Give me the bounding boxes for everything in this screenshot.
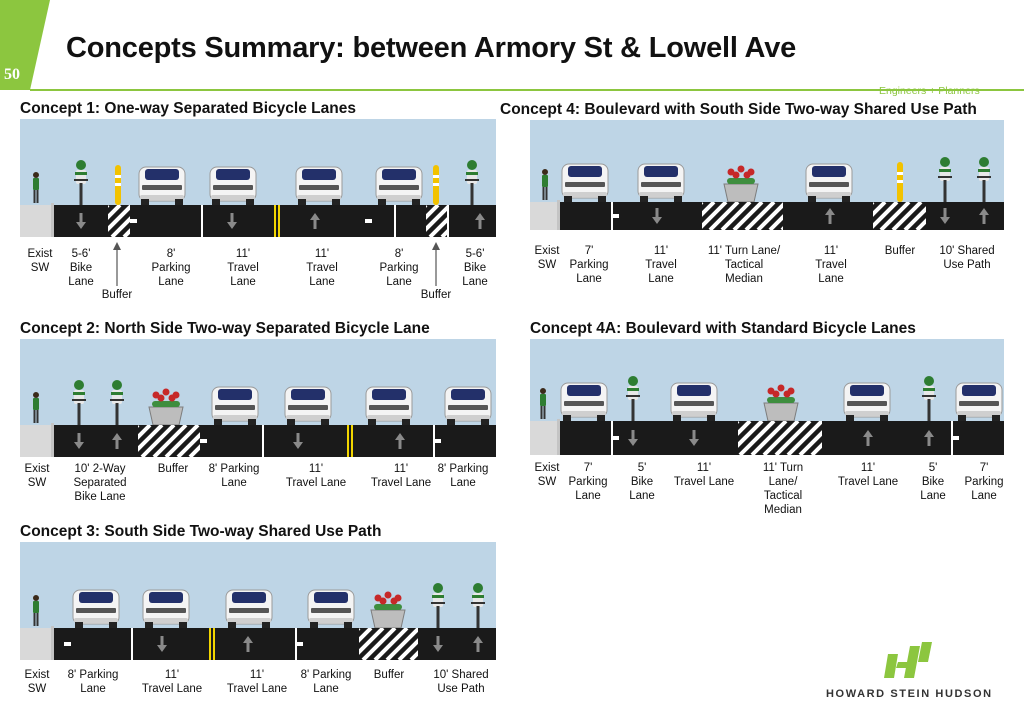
- lane-label: 10' Shared Use Path: [939, 245, 995, 271]
- cross-section-diagram: [20, 339, 496, 457]
- lane-stripe: [434, 439, 441, 443]
- concept-4a-title: Concept 4A: Boulevard with Standard Bicycle Lanes: [530, 320, 916, 337]
- car-icon: [73, 590, 119, 628]
- lane-label: 5' Bike Lane: [629, 462, 655, 502]
- car-icon: [806, 164, 852, 202]
- page-title: Concepts Summary: between Armory St & Lowell Ave: [66, 32, 797, 64]
- firm-tagline: Engineers + Planners: [879, 85, 980, 97]
- concept-1-section: [20, 119, 496, 237]
- car-icon: [143, 590, 189, 628]
- car-icon: [638, 164, 684, 202]
- car-icon: [366, 387, 412, 425]
- curb: [51, 423, 54, 457]
- lane-stripe: [612, 436, 619, 440]
- lane-label: Exist SW: [27, 248, 53, 274]
- lane-divider: [611, 421, 613, 455]
- cyclist-icon: [74, 160, 88, 205]
- lane-label: 11' Travel Lane: [141, 669, 203, 695]
- lane-label: 8' Parking Lane: [437, 463, 489, 489]
- cross-section-diagram: [530, 120, 1004, 230]
- cyclist-icon: [626, 376, 640, 421]
- curb: [557, 419, 560, 455]
- sidewalk: [20, 425, 54, 457]
- lane-label: 11' Travel Lane: [306, 248, 338, 288]
- roadway: [20, 628, 496, 660]
- car-icon: [671, 383, 717, 421]
- lane-label: 5-6' Bike Lane: [462, 248, 488, 288]
- pointer-arrow-icon: [112, 242, 122, 286]
- lane-label: 11' Travel Lane: [226, 669, 288, 695]
- sidewalk: [20, 205, 54, 237]
- lane-label: 11' Travel Lane: [837, 462, 899, 488]
- firm-logo-icon: [884, 640, 932, 680]
- concept-1-title: Concept 1: One-way Separated Bicycle Lanes: [20, 100, 356, 117]
- cyclist-icon: [465, 160, 479, 205]
- lane-label: 10' Shared Use Path: [433, 669, 489, 695]
- curb: [51, 626, 54, 660]
- lane-label: 8' Parking Lane: [208, 463, 260, 489]
- concept-3-section: [20, 542, 496, 660]
- lane-label: Buffer: [101, 289, 133, 301]
- pedestrian-icon: [33, 595, 39, 626]
- lane-stripe: [612, 214, 619, 218]
- lane-label: Buffer: [420, 289, 452, 301]
- car-icon: [308, 590, 354, 628]
- firm-logo-text: HOWARD STEIN HUDSON: [826, 688, 993, 700]
- lane-divider: [394, 205, 396, 237]
- lane-stripe: [365, 219, 372, 223]
- planter-icon: [149, 389, 183, 426]
- car-icon: [956, 383, 1002, 421]
- sidewalk: [530, 202, 560, 230]
- lane-label: 11' Turn Lane/ Tactical Median: [707, 245, 781, 285]
- lane-stripe: [64, 642, 71, 646]
- cyclist-icon: [922, 376, 936, 421]
- curb: [51, 203, 54, 237]
- pedestrian-icon: [540, 388, 546, 419]
- planter-icon: [764, 385, 798, 422]
- lane-label: Buffer: [373, 669, 405, 681]
- cyclist-icon: [977, 157, 991, 202]
- lane-divider: [951, 421, 953, 455]
- cross-section-diagram: [20, 542, 496, 660]
- car-icon: [562, 164, 608, 202]
- pedestrian-icon: [33, 392, 39, 423]
- lane-label: 7' Parking Lane: [569, 245, 609, 285]
- lane-label: 11' Travel Lane: [370, 463, 432, 489]
- concept-4-section: [530, 120, 1004, 230]
- lane-label: 7' Parking Lane: [568, 462, 608, 502]
- lane-divider: [262, 425, 264, 457]
- lane-label: 11' Travel Lane: [227, 248, 259, 288]
- delineator-icon: [115, 165, 121, 205]
- car-icon: [844, 383, 890, 421]
- lane-label: 5-6' Bike Lane: [68, 248, 94, 288]
- lane-label: 8' Parking Lane: [151, 248, 191, 288]
- cross-section-diagram: [530, 339, 1004, 455]
- lane-stripe: [952, 436, 959, 440]
- lane-label: Exist SW: [24, 463, 50, 489]
- delineator-icon: [897, 162, 903, 202]
- car-icon: [139, 167, 185, 205]
- lane-label: 7' Parking Lane: [964, 462, 1004, 502]
- lane-label: 11' Travel Lane: [645, 245, 677, 285]
- lane-label: 8' Parking Lane: [300, 669, 352, 695]
- planter-icon: [724, 166, 758, 203]
- lane-label: 11' Travel Lane: [673, 462, 735, 488]
- page-number: 50: [4, 66, 20, 83]
- car-icon: [296, 167, 342, 205]
- roadway: [20, 425, 496, 457]
- lane-label: 11' Travel Lane: [285, 463, 347, 489]
- lane-stripe: [200, 439, 207, 443]
- concept-3-title: Concept 3: South Side Two-way Shared Use Path: [20, 523, 382, 540]
- delineator-icon: [433, 165, 439, 205]
- concept-4a-section: [530, 339, 1004, 455]
- car-icon: [561, 383, 607, 421]
- pedestrian-icon: [542, 169, 548, 200]
- sidewalk: [530, 421, 560, 455]
- cross-section-diagram: [20, 119, 496, 237]
- cyclist-icon: [471, 583, 485, 628]
- lane-divider: [131, 628, 133, 660]
- lane-label: Buffer: [884, 245, 916, 257]
- lane-stripe: [296, 642, 303, 646]
- pedestrian-icon: [33, 172, 39, 203]
- lane-label: 11' Travel Lane: [815, 245, 847, 285]
- header-rule: [30, 89, 1024, 91]
- car-icon: [212, 387, 258, 425]
- concept-4-title: Concept 4: Boulevard with South Side Two-way Shared Use Path: [500, 101, 977, 118]
- lane-divider: [433, 425, 435, 457]
- lane-label: 8' Parking Lane: [67, 669, 119, 695]
- cyclist-icon: [938, 157, 952, 202]
- sidewalk: [20, 628, 54, 660]
- lane-stripe: [130, 219, 137, 223]
- planter-icon: [371, 592, 405, 629]
- lane-label: 5' Bike Lane: [920, 462, 946, 502]
- lane-label: Exist SW: [534, 462, 560, 488]
- lane-label: Exist SW: [534, 245, 560, 271]
- pointer-arrow-icon: [431, 242, 441, 286]
- curb: [557, 200, 560, 230]
- lane-divider: [201, 205, 203, 237]
- concept-2-title: Concept 2: North Side Two-way Separated Bicycle Lane: [20, 320, 430, 337]
- lane-label: 8' Parking Lane: [379, 248, 419, 288]
- lane-label: 10' 2-Way Separated Bike Lane: [73, 463, 127, 503]
- car-icon: [226, 590, 272, 628]
- concept-2-section: [20, 339, 496, 457]
- lane-label: Exist SW: [24, 669, 50, 695]
- car-icon: [285, 387, 331, 425]
- roadway: [20, 205, 496, 237]
- cyclist-icon: [431, 583, 445, 628]
- car-icon: [210, 167, 256, 205]
- cyclist-icon: [72, 380, 86, 425]
- lane-divider: [447, 205, 449, 237]
- lane-divider: [611, 202, 613, 230]
- lane-label: 11' Turn Lane/ Tactical Median: [762, 462, 804, 516]
- lane-divider: [295, 628, 297, 660]
- lane-label: Buffer: [157, 463, 189, 475]
- car-icon: [376, 167, 422, 205]
- cyclist-icon: [110, 380, 124, 425]
- car-icon: [445, 387, 491, 425]
